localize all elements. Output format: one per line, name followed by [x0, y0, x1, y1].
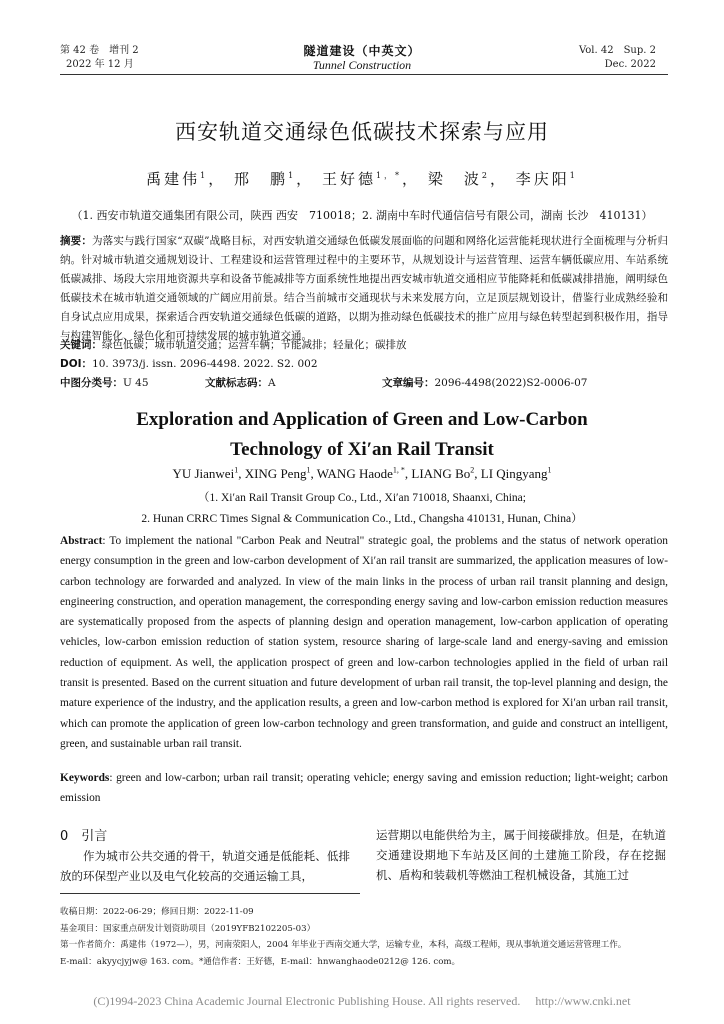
footnote-emails: E-mail：akyycjyjw@ 163. com。*通信作者：王好德，E-mail：hnwanghaode0212@ 126. com。 [60, 956, 461, 967]
doi-line [60, 355, 668, 374]
author-en-sup: 1 [547, 465, 552, 475]
footnote-rule [60, 893, 360, 894]
keywords-en [60, 768, 668, 808]
article-number-line [382, 374, 587, 393]
author-en: WANG Haode [316, 466, 393, 481]
author-zh: 禹建伟 [146, 170, 201, 188]
document-code-label: 文献标志码： [205, 377, 268, 389]
author-en-sup: 2 [470, 465, 475, 475]
title-en-line2: Technology of Xi′an Rail Transit [230, 439, 494, 460]
body-right-column: 运营期以电能供给为主，属于间接碳排放。但是，在轨道交通建设期地下车站及区间的土建施工阶段，存在挖掘机、盾构和装载机等燃油工程机械设备，其施工过 [376, 828, 666, 882]
doi-value: 10. 3973/j. issn. 2096-4498. 2022. S2. 002 [92, 358, 318, 370]
author-en-sup: 1, * [392, 465, 405, 475]
author-zh: 梁 波 [427, 170, 482, 188]
author-en: YU Jianwei [172, 466, 235, 481]
author-en: LIANG Bo [411, 466, 471, 481]
article-number-value: 2096-4498(2022)S2-0006-07 [434, 377, 588, 389]
section-heading [60, 825, 107, 844]
title-en [0, 405, 724, 465]
journal-name-en: Tunnel Construction [312, 58, 412, 72]
document-code-line [205, 374, 276, 393]
authors-en: YU Jianwei$^1$, XING Peng$^1$, WANG Haode$^{1, *}$, LIANG Bo$^2$, LI Qingyang$^1$ [172, 465, 552, 481]
section-number: 0 [60, 829, 69, 844]
abstract-zh-label: 摘要： [60, 235, 92, 247]
author-en-sup: 1 [234, 465, 239, 475]
author-zh: 邢 鹏 [234, 170, 289, 188]
section-title: 引言 [81, 829, 108, 844]
keywords-zh-text: 绿色低碳；城市轨道交通；运营车辆；节能减排；轻量化；碳排放 [102, 339, 407, 351]
header-rule [60, 74, 668, 75]
header-date-en: Dec. 2022 [604, 59, 656, 70]
abstract-en [60, 531, 668, 754]
keywords-en-text: : green and low-carbon; urban rail transit; operating vehicle; energy saving and emission reduction; light-weight; carbon emission [60, 772, 668, 804]
document-code-value: A [268, 377, 276, 389]
classification-value: U 45 [123, 377, 149, 389]
title-en-line1: Exploration and Application of Green and Low-Carbon [136, 409, 588, 430]
author-zh-sup: 1，* [375, 171, 403, 180]
header-date: 2022 年 12 月 [66, 59, 134, 70]
author-zh-sup: 1 [200, 171, 209, 180]
author-en: LI Qingyang [480, 466, 548, 481]
footnote-received: 收稿日期：2022-06-29；修回日期：2022-11-09 [60, 907, 254, 917]
abstract-en-label: Abstract [60, 535, 103, 547]
article-number-label: 文章编号： [382, 377, 435, 389]
footnote-fund: 基金项目：国家重点研发计划资助项目（2019YFB2102205-03） [60, 923, 316, 934]
footnotes [60, 904, 672, 970]
author-zh: 李庆阳 [515, 170, 570, 188]
abstract-en-text: : To implement the national "Carbon Peak and Neutral" strategic goal, the problems and the status of network operation energy consumption in the green and low-carbon development of Xi′an rail transit are summarized, the application measures of low-carbon technology are forwarded and analyzed. In view of the main links in the process of urban rail transit planning and design, engineering construction, and operation management, the corresponding energy saving and low-carbon emission reduction measures are systematically proposed from the aspects of planning design and operation management, low-carbon application of operating vehicles, low-carbon emission reduction of station system, resource sharing of large-scale land and energy-saving and emission reduction of equipment. As well, the application prospect of green and low-carbon technologies applied in the field of urban rail transit is presented. Based on the current situation and future development of urban rail transit, the top-level planning and design, the mature experience of the industry, and the application results, a green and low-carbon method is explored for Xi′an urban rail transit, which can promote the application of green low-carbon technology and green transformation, and guide and construct an intelligent, green, and sustainable urban rail transit. [60, 535, 668, 750]
header-vol-en: Vol. 42 Sup. 2 [578, 45, 656, 56]
header-volume-issue: 第 42 卷 增刊 2 [60, 45, 139, 56]
affiliation-zh: （1. 西安市轨道交通集团有限公司，陕西 西安 710018；2. 湖南中车时代通信信号有限公司，湖南 长沙 410131） [71, 209, 653, 222]
authors-zh: 禹建伟$^1$， 邢 鹏$^1$， 王好德$^{1,*}$， 梁 波$^2$， 李庆阳$^1$ [146, 170, 578, 188]
author-zh: 王好德 [321, 170, 376, 188]
body-left-column: 作为城市公共交通的骨干，轨道交通是低能耗、低排放的环保型产业以及电气化较高的交通运输工具， [60, 849, 350, 883]
title-zh: 西安轨道交通绿色低碳技术探索与应用 [175, 120, 549, 144]
abstract-zh [60, 232, 668, 346]
affiliation-en-line2: 2. Hunan CRRC Times Signal & Communication Co., Ltd., Changsha 410131, Hunan, China） [141, 513, 583, 525]
author-zh-sup: 1 [288, 171, 297, 180]
keywords-zh-label: 关键词： [60, 339, 102, 351]
author-zh-sup: 2 [481, 171, 490, 180]
affiliation-en-line1: （1. Xi′an Rail Transit Group Co., Ltd., Xi′an 710018, Shaanxi, China; [198, 492, 526, 504]
doi-label: DOI： [60, 358, 93, 370]
classification-line [60, 374, 149, 393]
abstract-zh-text: 为落实与践行国家“双碳”战略目标，对西安轨道交通绿色低碳发展面临的问题和网络化运营能耗现状进行全面梳理与分析归纳。针对城市轨道交通规划设计、工程建设和运营管理过程中的主要环节，从规划设计与运营管理、运营车辆低碳应用、车站系统低碳减排、场段大宗用地资源共享和设备节能减排等方面系统性地提出西安城市轨道交通相应节能降耗和低碳减排措施，阐明绿色低碳技术在城市轨道交通领域的广阔应用前景。结合当前城市交通现状与未来发展方向，立足顶层规划设计，借鉴行业成熟经验和自身试点应用成果，探索适合西安轨道交通绿色低碳的道路，以期为推动绿色低碳技术的推广应用与绿色转型起到积极作用，指导与构建智能化、绿色化和可持续发展的城市轨道交通。 [60, 235, 669, 342]
keywords-en-label: Keywords [60, 772, 110, 784]
classification-label: 中图分类号： [60, 377, 123, 389]
author-zh-sup: 1 [569, 171, 578, 180]
journal-name-zh: 隧道建设（中英文） [303, 44, 421, 58]
copyright-line: (C)1994-2023 China Academic Journal Electronic Publishing House. All rights reserved. http://www.cnki.net [93, 994, 631, 1008]
author-en: XING Peng [244, 466, 307, 481]
keywords-zh [60, 336, 668, 355]
footnote-author-bio: 第一作者简介：禹建伟（1972—），男，河南荥阳人，2004 年毕业于西南交通大学，运输专业，本科，高级工程师，现从事轨道交通运营管理工作。 [60, 940, 627, 950]
author-en-sup: 1 [306, 465, 311, 475]
